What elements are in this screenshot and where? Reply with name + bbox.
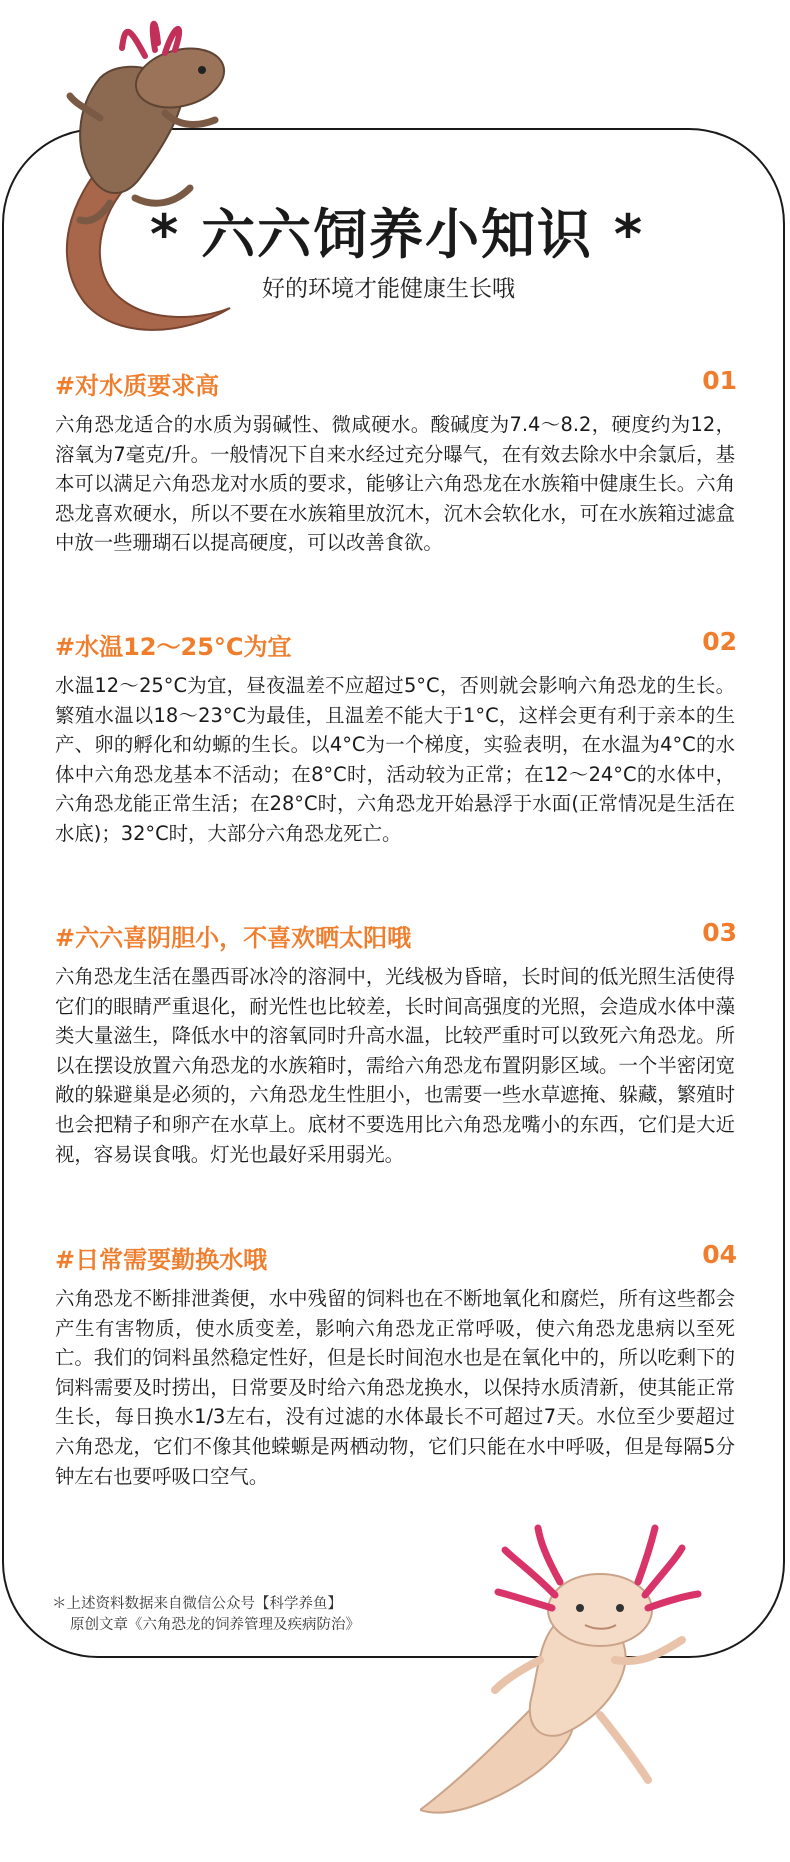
section-title: #对水质要求高 — [55, 372, 220, 400]
section-header — [55, 918, 735, 958]
section-title: #水温12～25°C为宜 — [55, 633, 292, 661]
section-header — [55, 627, 735, 667]
footnote-article: 原创文章《六角恐龙的饲养管理及疾病防治》 — [70, 1617, 360, 1633]
footnote-source: ＊上述资料数据来自微信公众号【科学养鱼】 — [52, 1596, 342, 1612]
title-prefix: * — [150, 203, 181, 266]
pink-axolotl-image — [420, 1500, 780, 1860]
section-body: 六角恐龙不断排泄粪便，水中残留的饲料也在不断地氧化和腐烂，所有这些都会产生有害物质，使水质变差，影响六角恐龙正常呼吸，使六角恐龙患病以至死亡。我们的饲料虽然稳定性好，但是长时间泡水也是在氧化中的，所以吃剩下的饲料需要及时捞出，日常要及时给六角恐龙换水，以保持水质清新，使其能正常生长，每日换水1/3左右，没有过滤的水体最长不可超过7天。水位至少要超过六角恐龙，它们不像其他蝾螈是两栖动物，它们只能在水中呼吸，但是每隔5分钟左右也要呼吸口空气。 — [55, 1287, 735, 1488]
page-subtitle: 好的环境才能健康生长哦 — [262, 276, 515, 302]
section-light-shade — [55, 918, 735, 1169]
section-number: 04 — [702, 1240, 737, 1269]
section-header — [55, 1240, 735, 1280]
section-body: 水温12～25°C为宜，昼夜温差不应超过5°C，否则就会影响六角恐龙的生长。繁殖水温以18～23°C为最佳，且温差不能大于1°C，这样会更有利于亲本的生产、卵的孵化和幼螈的生长。以4°C为一个梯度，实验表明，在水温为4°C的水体中六角恐龙基本不活动；在8°C时，活动较为正常；在12～24°C的水体中，六角恐龙能正常生活；在28°C时，六角恐龙开始悬浮于水面(正常情况是生活在水底)；32°C时，大部分六角恐龙死亡。 — [55, 674, 735, 845]
title-suffix: * — [613, 203, 645, 266]
section-title: #日常需要勤换水哦 — [55, 1246, 268, 1274]
section-water-change — [55, 1240, 735, 1491]
section-header — [55, 366, 735, 406]
section-number: 01 — [702, 366, 737, 395]
page-title — [150, 192, 710, 269]
section-number: 03 — [702, 918, 737, 947]
section-water-quality — [55, 366, 735, 558]
section-number: 02 — [702, 627, 737, 656]
brown-axolotl-image — [30, 8, 260, 338]
section-water-temperature — [55, 627, 735, 849]
section-body: 六角恐龙生活在墨西哥冰冷的溶洞中，光线极为昏暗，长时间的低光照生活使得它们的眼睛严重退化，耐光性也比较差，长时间高强度的光照，会造成水体中藻类大量滋生，降低水中的溶氧同时升高水温，比较严重时可以致死六角恐龙。所以在摆设放置六角恐龙的水族箱时，需给六角恐龙布置阴影区域。一个半密闭宽敞的躲避巢是必须的，六角恐龙生性胆小，也需要一些水草遮掩、躲藏，繁殖时也会把精子和卵产在水草上。底材不要选用比六角恐龙嘴小的东西，它们是大近视，容易误食哦。灯光也最好采用弱光。 — [55, 965, 735, 1166]
title-text: 六六饲养小知识 — [201, 203, 594, 266]
section-title: #六六喜阴胆小，不喜欢晒太阳哦 — [55, 924, 412, 952]
section-body: 六角恐龙适合的水质为弱碱性、微咸硬水。酸碱度为7.4～8.2，硬度约为12，溶氧为7毫克/升。一般情况下自来水经过充分曝气，在有效去除水中余氯后，基本可以满足六角恐龙对水质的要求，能够让六角恐龙在水族箱中健康生长。六角恐龙喜欢硬水，所以不要在水族箱里放沉木，沉木会软化水，可在水族箱过滤盒中放一些珊瑚石以提高硬度，可以改善食欲。 — [55, 413, 735, 555]
source-footnote — [52, 1594, 360, 1636]
